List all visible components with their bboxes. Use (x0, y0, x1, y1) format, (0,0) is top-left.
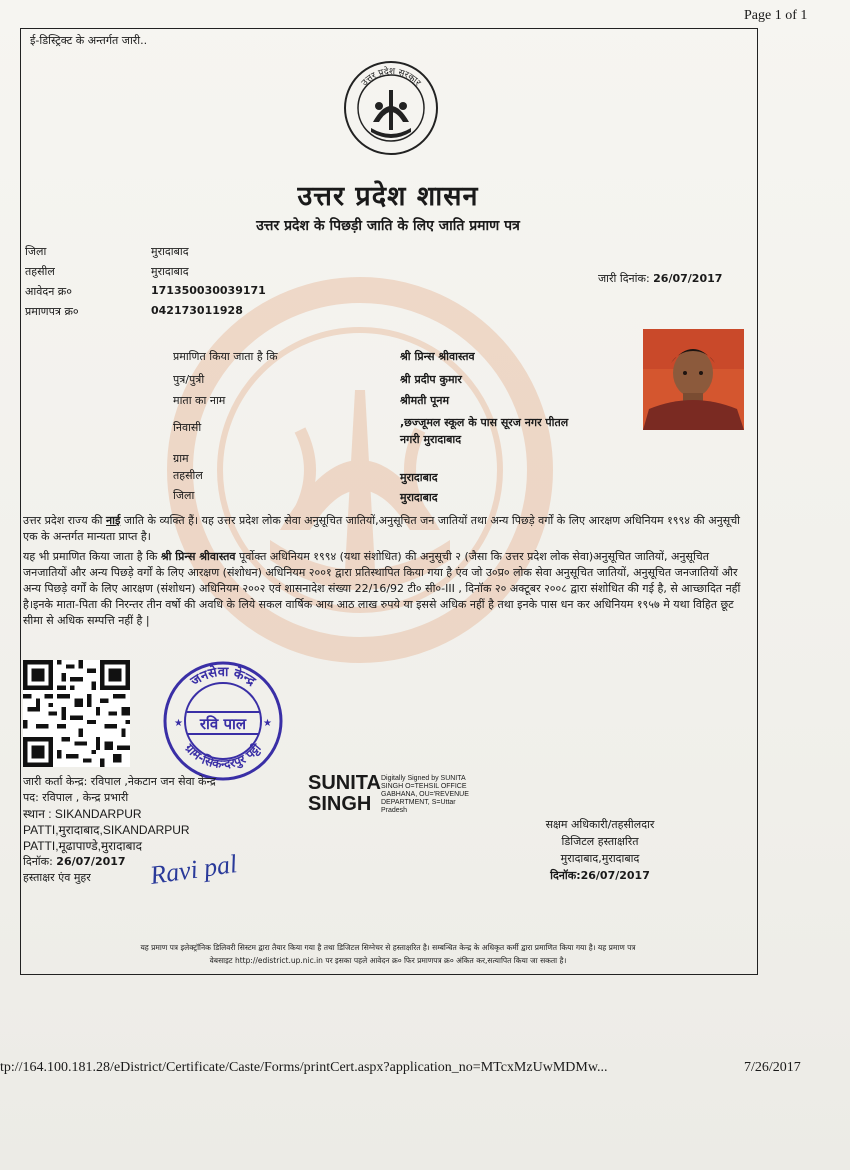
person-district-value: मुरादाबाद (400, 491, 438, 504)
signature-detail-3: GABHANA, OU='REVENUE (381, 791, 469, 798)
resident-value-line2: नगरी मुरादाबाद (400, 433, 462, 446)
person-district-label: जिला (173, 489, 195, 502)
issuer-address-1: PATTI,मुरादाबाद,SIKANDARPUR (23, 823, 190, 837)
page-indicator: Page 1 of 1 (744, 8, 808, 23)
issue-date-value: 26/07/2017 (653, 272, 723, 285)
stamp-bottom-text: ग्राम-सिकन्दरपुर पट्टी (182, 741, 264, 772)
village-label: ग्राम (173, 452, 189, 465)
issuer-place: स्थान : SIKANDARPUR (23, 807, 142, 821)
son-of-label: पुत्र/पुत्री (173, 373, 205, 386)
signature-detail-5: Pradesh (381, 807, 408, 814)
signature-detail-4: DEPARTMENT, S=Uttar (381, 799, 456, 806)
signer-name-line2: SINGH (308, 793, 372, 815)
print-date: 7/26/2017 (744, 1060, 801, 1075)
issue-date-label: जारी दिनांक: (598, 272, 650, 285)
applicant-photo (643, 329, 744, 430)
document-subtitle: उत्तर प्रदेश के पिछड़ी जाति के लिए जाति प्रमाण पत्र (256, 218, 520, 234)
tehsil-label: तहसील (25, 265, 55, 278)
authority-digital-signed: डिजिटल हस्ताक्षरित (561, 835, 639, 848)
certified-label: प्रमाणित किया जाता है कि (173, 350, 278, 363)
caste-text-suffix: जाति के व्यक्ति हैं। यह उत्तर प्रदेश लोक सेवा अनुसूचित जातियों,अनुसूचित जन जातियों तथा अन्य पिछड़े वर्गों के लिए आरक्षण अधिनियम १९९४ की अनुसूची एक के अन्तर्गत मान्यता प्राप्त है। (23, 514, 741, 543)
resident-label: निवासी (173, 421, 202, 434)
creamy-text-suffix: पूर्वोक्त अधिनियम १९९४ (यथा संशोधित) की अनुसूची २ (जैसा कि उत्तर प्रदेश लोक सेवा)अनुसूचित जातियों, अनुसूचित जनजातियों और अन्य पिछड़े वर्गों के लिए आरक्षण (संशोधन) अधिनियम २००१ द्वारा प्रतिस्थापित किया गया है एंव जो उ०प्र० लोक सेवा अनुसूचित जातियों, अनुसूचित जनजातियों और अन्य पिछड़े वर्गों के लिए आरक्षण (संशोधन) अधिनियम २००२ एवं शासनादेश संख्या 22/16/92 टी० सी०-III , दिनॉक २० अक्टूबर २००८ द्वारा संशोधित की गई है, से आच्छादित नहीं है।इनके माता-पिता की निरन्तर तीन वर्षो की अवधि के लिये सकल वार्षिक आय आठ लाख रुपये या इससे अधिक नहीं है तथा इनके पास धन कर अधिनियम १९५७ मे यथा विहित छूट सीमा से अधिक सम्पत्ति नहीं है | (23, 550, 741, 627)
authority-location: मुरादाबाद,मुरादाबाद (560, 852, 640, 865)
svg-text:ग्राम-सिकन्दरपुर पट्टी (182, 740, 265, 771)
issuer-date-value: 26/07/2017 (56, 855, 126, 868)
father-name-value: श्री प्रदीप कुमार (400, 373, 462, 386)
caste-name: नाई (106, 514, 121, 527)
up-government-emblem-icon (343, 60, 439, 156)
application-number-value: 171350030039171 (151, 284, 266, 297)
authority-date: दिनॉक:26/07/2017 (550, 869, 650, 882)
district-value: मुरादाबाद (151, 245, 189, 258)
mother-name-label: माता का नाम (173, 394, 226, 407)
emblem-text: उत्तर प्रदेश सरकार (359, 66, 423, 89)
stamp-center-text: रवि पाल (199, 715, 247, 733)
certificate-number-value: 042173011928 (151, 304, 243, 317)
creamy-text-prefix: यह भी प्रमाणित किया जाता है कि (23, 550, 161, 563)
digital-signature-details (381, 775, 469, 815)
issuer-date-label: दिनॉक: (23, 855, 57, 868)
stamp-star-right-icon: ★ (263, 718, 272, 729)
creamy-applicant-name: श्री प्रिन्स श्रीवास्तव (160, 550, 236, 563)
signature-detail-2: SINGH O=TEHSIL OFFICE (381, 783, 467, 790)
document-title: उत्तर प्रदेश शासन (297, 181, 479, 212)
issuer-address-2: PATTI,मूढापाण्डे,मुरादाबाद (23, 839, 142, 853)
qr-code (23, 660, 130, 767)
creamy-layer-paragraph (23, 549, 743, 629)
stamp-top-text: जनसेवा केन्द्र (188, 664, 258, 690)
person-tehsil-label: तहसील (173, 469, 203, 482)
handwritten-signature: Ravi pal (148, 849, 239, 890)
application-number-label: आवेदन क्र० (25, 285, 72, 298)
authority-block (520, 816, 680, 884)
signature-and-seal-label: हस्ताक्षर एंव मुहर (23, 871, 91, 884)
district-label: जिला (25, 245, 47, 258)
signer-name-line1: SUNITA (308, 772, 381, 794)
stamp-star-left-icon: ★ (174, 718, 183, 729)
digital-signature-block (308, 772, 469, 815)
authority-designation: सक्षम अधिकारी/तहसीलदार (545, 818, 655, 831)
signature-detail-1: Digitally Signed by SUNITA (381, 775, 466, 782)
issuer-centre: जारी कर्ता केन्द्र: रविपाल ,नेकटान जन सेवा केन्द्र (23, 775, 216, 788)
edistrict-issue-line: ई-डिस्ट्रिक्ट के अन्तर्गत जारी.. (30, 34, 148, 47)
certified-name-value: श्री प्रिन्स श्रीवास्तव (400, 350, 475, 363)
verification-note (26, 941, 750, 967)
jansewa-kendra-stamp (162, 660, 284, 782)
print-url: tp://164.100.181.28/eDistrict/Certificate/Caste/Forms/printCert.aspx?application_no=MTcxMzUwMDMw... (0, 1060, 608, 1075)
mother-name-value: श्रीमती पूनम (400, 394, 450, 407)
certificate-number-label: प्रमाणपत्र क्र० (25, 305, 79, 318)
person-tehsil-value: मुरादाबाद (400, 471, 438, 484)
resident-value-line1: ,छज्जूमल स्कूल के पास सूरज नगर पीतल (400, 416, 569, 429)
caste-declaration-paragraph (23, 513, 743, 545)
tehsil-value: मुरादाबाद (151, 265, 189, 278)
verification-note-line1: यह प्रमाण पत्र इलेक्ट्रॉनिक डिलिवरी सिस्टम द्वारा तैयार किया गया है तथा डिजिटल सिग्नेचर से हस्ताक्षरित है। सम्बन्धित केन्द्र के अधिकृत कर्मी द्वारा प्रमाणित किया गया है। यह प्रमाण पत्र (140, 943, 636, 952)
verification-note-line2: वेबसाइट http://edistrict.up.nic.in पर इसका पहले आवेदन क्र० फिर प्रमाणपत्र क्र० अंकित कर,सत्यापित किया जा सकता है। (209, 956, 567, 965)
caste-text-prefix: उत्तर प्रदेश राज्य की (23, 514, 107, 527)
issuer-designation: पद: रविपाल , केन्द्र प्रभारी (23, 791, 129, 804)
